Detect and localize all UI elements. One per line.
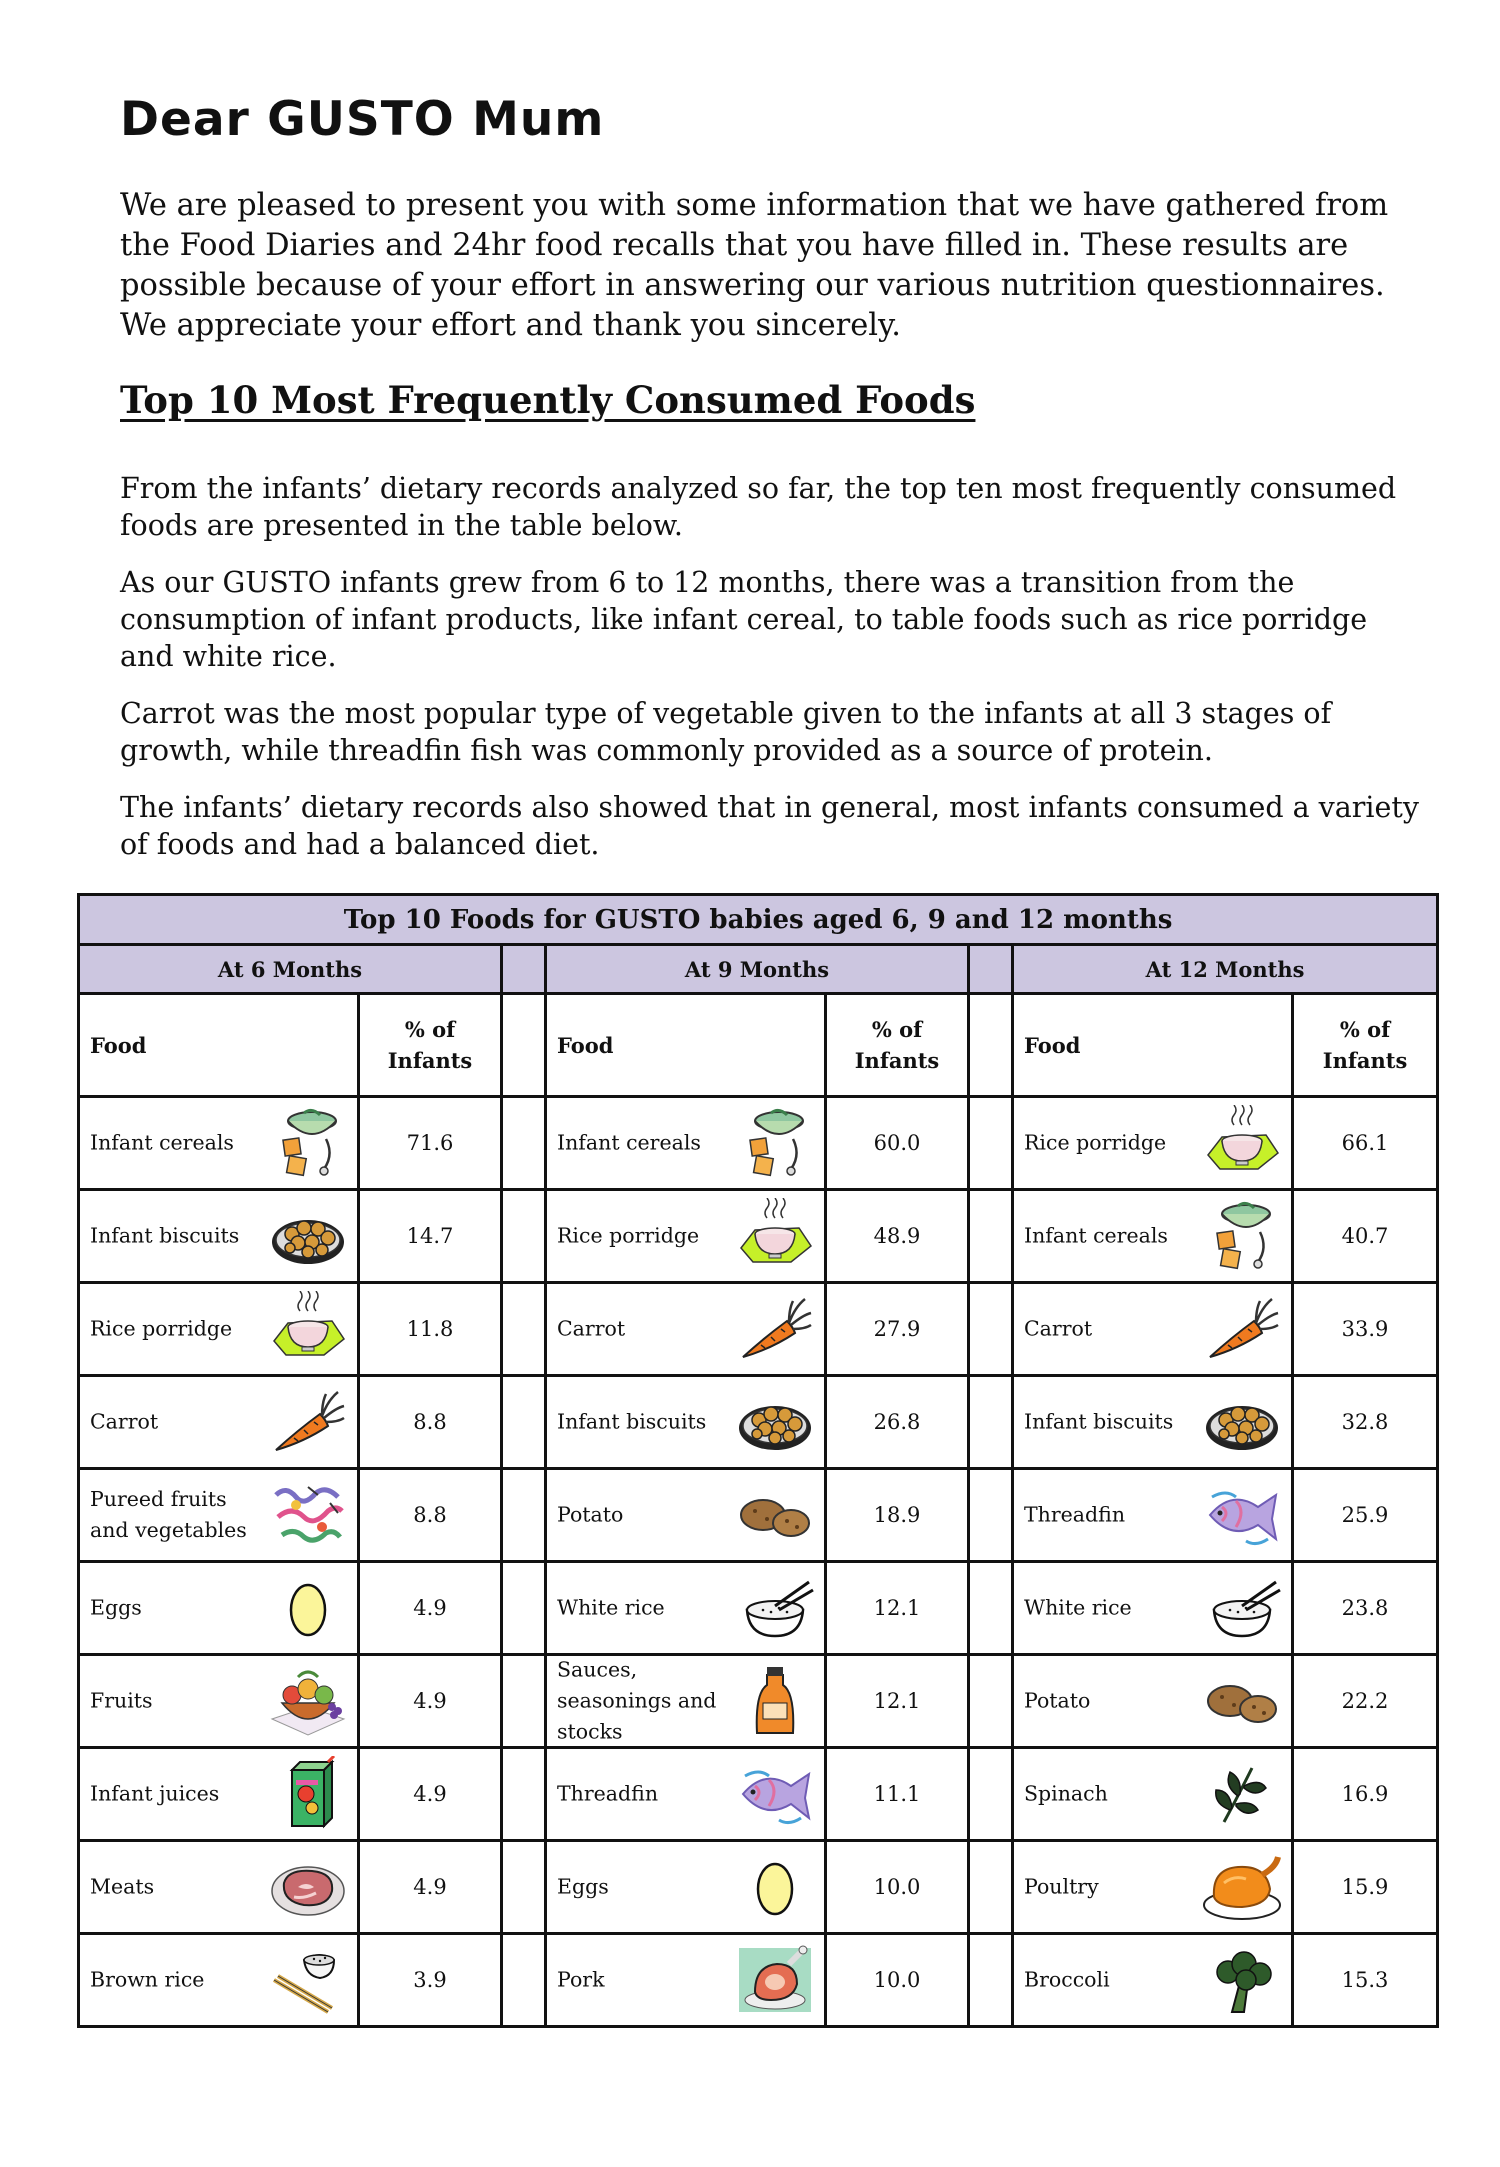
page-heading: Dear GUSTO Mum xyxy=(120,92,605,147)
biscuits-icon xyxy=(267,1198,349,1274)
table-row xyxy=(79,1376,1438,1469)
table-row xyxy=(79,1469,1438,1562)
percent-cell: 11.1 xyxy=(826,1748,969,1841)
percent-cell: 27.9 xyxy=(826,1283,969,1376)
food-cell xyxy=(1013,1934,1293,2027)
food-cell xyxy=(79,1190,359,1283)
column-spacer xyxy=(502,1190,546,1283)
cereal-icon xyxy=(267,1105,349,1181)
food-column-header: Food xyxy=(1013,994,1293,1097)
stage-header-9m: At 9 Months xyxy=(546,945,969,994)
food-name: Rice porridge xyxy=(90,1316,233,1341)
food-name: Carrot xyxy=(90,1409,159,1434)
egg-icon xyxy=(734,1849,816,1925)
food-cell xyxy=(1013,1562,1293,1655)
percent-header-line: Infants xyxy=(854,1048,940,1073)
food-cell xyxy=(1013,1655,1293,1748)
percent-cell: 4.9 xyxy=(359,1562,502,1655)
paragraph: From the infants’ dietary records analyzed so far, the top ten most frequently consumed foods are presented in the table below. xyxy=(120,472,1397,542)
food-cell xyxy=(546,1655,826,1748)
food-name: Pork xyxy=(557,1967,605,1992)
food-name: Rice porridge xyxy=(557,1223,700,1248)
food-name: Infant juices xyxy=(90,1781,220,1806)
percent-cell: 12.1 xyxy=(826,1562,969,1655)
food-column-header: Food xyxy=(79,994,359,1097)
percent-column-header xyxy=(359,994,502,1097)
column-spacer xyxy=(969,1283,1013,1376)
column-spacer xyxy=(502,1283,546,1376)
percent-cell: 32.8 xyxy=(1293,1376,1438,1469)
biscuits-icon xyxy=(734,1384,816,1460)
food-cell xyxy=(546,1097,826,1190)
percent-cell: 60.0 xyxy=(826,1097,969,1190)
percent-cell: 25.9 xyxy=(1293,1469,1438,1562)
table-row xyxy=(79,1190,1438,1283)
food-cell xyxy=(1013,1841,1293,1934)
food-cell xyxy=(1013,1283,1293,1376)
pork-icon xyxy=(734,1942,816,2018)
percent-cell: 71.6 xyxy=(359,1097,502,1190)
percent-cell: 40.7 xyxy=(1293,1190,1438,1283)
food-cell xyxy=(546,1934,826,2027)
column-spacer xyxy=(969,1190,1013,1283)
percent-cell: 11.8 xyxy=(359,1283,502,1376)
food-name: Poultry xyxy=(1024,1874,1099,1899)
food-name: Rice porridge xyxy=(1024,1130,1167,1155)
column-spacer xyxy=(502,1655,546,1748)
intro-paragraph: We are pleased to present you with some information that we have gathered from the Food Diaries and 24hr food recalls that you have filled in. These results are possible because of your effort in answering our various nutrition questionnaires. We appreciate your effort and thank you sincerely. xyxy=(120,188,1389,343)
column-spacer xyxy=(502,1841,546,1934)
food-name: Infant cereals xyxy=(557,1130,701,1155)
table-row xyxy=(79,1841,1438,1934)
pureed-food-icon xyxy=(267,1477,349,1553)
juice-box-icon xyxy=(267,1756,349,1832)
table-row xyxy=(79,1097,1438,1190)
column-spacer xyxy=(969,1562,1013,1655)
column-spacer xyxy=(969,994,1013,1097)
percent-cell: 16.9 xyxy=(1293,1748,1438,1841)
percent-cell: 26.8 xyxy=(826,1376,969,1469)
food-cell xyxy=(79,1097,359,1190)
table-title: Top 10 Foods for GUSTO babies aged 6, 9 and 12 months xyxy=(79,895,1438,945)
food-name: Meats xyxy=(90,1874,155,1899)
biscuits-icon xyxy=(1201,1384,1283,1460)
food-cell xyxy=(79,1469,359,1562)
food-name: White rice xyxy=(557,1595,665,1620)
food-name: Carrot xyxy=(557,1316,626,1341)
porridge-icon xyxy=(734,1198,816,1274)
food-cell xyxy=(546,1841,826,1934)
column-spacer xyxy=(969,1934,1013,2027)
food-name: Eggs xyxy=(90,1595,142,1620)
percent-cell: 4.9 xyxy=(359,1655,502,1748)
food-cell xyxy=(546,1748,826,1841)
food-cell xyxy=(79,1748,359,1841)
food-name: Potato xyxy=(1024,1688,1091,1713)
food-name: Broccoli xyxy=(1024,1967,1110,1992)
column-spacer xyxy=(502,1562,546,1655)
food-name: Infant biscuits xyxy=(90,1223,240,1248)
fruit-basket-icon xyxy=(267,1663,349,1739)
percent-cell: 18.9 xyxy=(826,1469,969,1562)
spinach-icon xyxy=(1201,1756,1283,1832)
roast-chicken-icon xyxy=(1201,1849,1283,1925)
table-row xyxy=(79,1283,1438,1376)
percent-cell: 10.0 xyxy=(826,1841,969,1934)
column-spacer xyxy=(502,1748,546,1841)
potato-icon xyxy=(1201,1663,1283,1739)
percent-header-line: Infants xyxy=(1322,1048,1408,1073)
column-spacer xyxy=(969,1655,1013,1748)
porridge-icon xyxy=(267,1291,349,1367)
table-row xyxy=(79,1748,1438,1841)
food-name: Eggs xyxy=(557,1874,609,1899)
food-name: Fruits xyxy=(90,1688,153,1713)
stage-header-6m: At 6 Months xyxy=(79,945,502,994)
percent-header-line: % of xyxy=(1339,1017,1391,1042)
percent-cell: 15.3 xyxy=(1293,1934,1438,2027)
food-cell xyxy=(546,1283,826,1376)
percent-header-line: % of xyxy=(871,1017,923,1042)
food-cell xyxy=(79,1376,359,1469)
food-name: Infant cereals xyxy=(90,1130,234,1155)
column-spacer xyxy=(969,1748,1013,1841)
food-cell xyxy=(1013,1376,1293,1469)
column-spacer xyxy=(502,945,546,994)
column-spacer xyxy=(502,1097,546,1190)
food-name: Threadfin xyxy=(557,1781,659,1806)
percent-header-line: Infants xyxy=(387,1048,473,1073)
food-name: Spinach xyxy=(1024,1781,1108,1806)
food-cell xyxy=(1013,1748,1293,1841)
paragraph: As our GUSTO infants grew from 6 to 12 months, there was a transition from the consumption of infant products, like infant cereal, to table foods such as rice porridge and white rice. xyxy=(120,566,1368,673)
food-name: Infant cereals xyxy=(1024,1223,1168,1248)
column-spacer xyxy=(502,994,546,1097)
percent-cell: 23.8 xyxy=(1293,1562,1438,1655)
rice-bowl-chopsticks-icon xyxy=(267,1942,349,2018)
percent-cell: 22.2 xyxy=(1293,1655,1438,1748)
percent-cell: 33.9 xyxy=(1293,1283,1438,1376)
column-spacer xyxy=(969,1097,1013,1190)
table-row xyxy=(79,1934,1438,2027)
food-cell xyxy=(79,1655,359,1748)
percent-cell: 15.9 xyxy=(1293,1841,1438,1934)
column-spacer xyxy=(969,1376,1013,1469)
percent-cell: 4.9 xyxy=(359,1748,502,1841)
percent-cell: 8.8 xyxy=(359,1376,502,1469)
food-name: Infant biscuits xyxy=(557,1409,707,1434)
rice-bowl-icon xyxy=(734,1570,816,1646)
cereal-icon xyxy=(734,1105,816,1181)
body-text xyxy=(120,470,1420,883)
column-spacer xyxy=(969,1469,1013,1562)
potato-icon xyxy=(734,1477,816,1553)
paragraph: The infants’ dietary records also showed that in general, most infants consumed a variety of foods and had a balanced diet. xyxy=(120,791,1419,861)
food-cell xyxy=(546,1376,826,1469)
column-spacer xyxy=(969,945,1013,994)
food-name: Pureed fruits and vegetables xyxy=(90,1487,247,1542)
percent-cell: 48.9 xyxy=(826,1190,969,1283)
percent-cell: 10.0 xyxy=(826,1934,969,2027)
food-cell xyxy=(79,1841,359,1934)
food-cell xyxy=(79,1283,359,1376)
food-cell xyxy=(546,1190,826,1283)
paragraph: Carrot was the most popular type of vegetable given to the infants at all 3 stages of growth, while threadfin fish was commonly provided as a source of protein. xyxy=(120,697,1332,767)
percent-cell: 66.1 xyxy=(1293,1097,1438,1190)
food-cell xyxy=(79,1934,359,2027)
egg-icon xyxy=(267,1570,349,1646)
table-row xyxy=(79,1562,1438,1655)
food-name: Carrot xyxy=(1024,1316,1093,1341)
fish-icon xyxy=(1201,1477,1283,1553)
carrot-icon xyxy=(267,1384,349,1460)
percent-column-header xyxy=(826,994,969,1097)
cereal-icon xyxy=(1201,1198,1283,1274)
food-cell xyxy=(1013,1097,1293,1190)
column-spacer xyxy=(502,1469,546,1562)
meat-icon xyxy=(267,1849,349,1925)
percent-cell: 3.9 xyxy=(359,1934,502,2027)
table-row xyxy=(79,1655,1438,1748)
porridge-icon xyxy=(1201,1105,1283,1181)
broccoli-icon xyxy=(1201,1942,1283,2018)
food-cell xyxy=(79,1562,359,1655)
percent-header-line: % of xyxy=(404,1017,456,1042)
section-title: Top 10 Most Frequently Consumed Foods xyxy=(120,378,976,422)
carrot-icon xyxy=(734,1291,816,1367)
fish-icon xyxy=(734,1756,816,1832)
column-spacer xyxy=(502,1934,546,2027)
top-foods-table xyxy=(77,893,1439,2028)
food-name: White rice xyxy=(1024,1595,1132,1620)
percent-cell: 4.9 xyxy=(359,1841,502,1934)
food-column-header: Food xyxy=(546,994,826,1097)
food-cell xyxy=(546,1469,826,1562)
food-name: Infant biscuits xyxy=(1024,1409,1174,1434)
food-cell xyxy=(1013,1190,1293,1283)
percent-column-header xyxy=(1293,994,1438,1097)
food-name: Brown rice xyxy=(90,1967,205,1992)
rice-bowl-icon xyxy=(1201,1570,1283,1646)
carrot-icon xyxy=(1201,1291,1283,1367)
percent-cell: 8.8 xyxy=(359,1469,502,1562)
column-spacer xyxy=(969,1841,1013,1934)
food-cell xyxy=(1013,1469,1293,1562)
percent-cell: 12.1 xyxy=(826,1655,969,1748)
food-cell xyxy=(546,1562,826,1655)
food-name: Sauces, seasonings and stocks xyxy=(557,1657,717,1744)
column-spacer xyxy=(502,1376,546,1469)
stage-header-12m: At 12 Months xyxy=(1013,945,1438,994)
percent-cell: 14.7 xyxy=(359,1190,502,1283)
food-name: Potato xyxy=(557,1502,624,1527)
food-name: Threadfin xyxy=(1024,1502,1126,1527)
sauce-bottle-icon xyxy=(734,1663,816,1739)
